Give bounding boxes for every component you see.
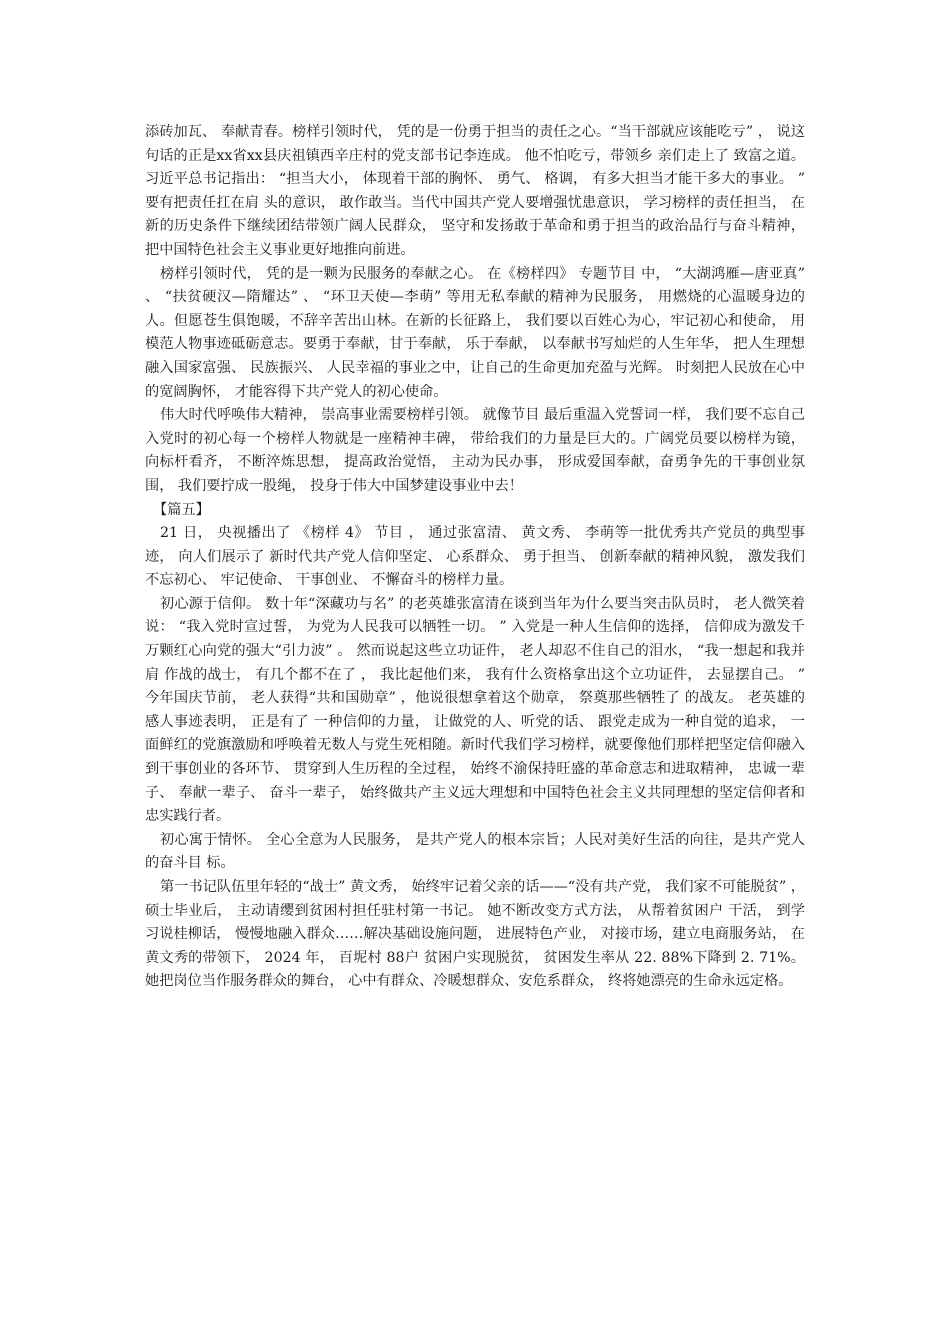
paragraph-p2: 榜样引领时代， 凭的是一颗为民服务的奉献之心。 在《榜样四》 专题节目 中， “大湖鸿雁—唐亚真” 、 “扶贫硬汉—隋耀达” 、 “环卫天使—李萌” 等用无私奉献的精神为民服务， 用燃烧的心温暖身边的人。但愿苍生俱饱暖，不辞辛苦出山林。在新的长征路上， 我们要以百姓心为心，牢记初心和使命， 用模范人物事迹砥砺意志。要勇于奉献，甘于奉献， 乐于奉献， 以奉献书写灿烂的人生年华， 把人生理想融入国家富强、 民族振兴、 人民幸福的事业之中，让自己的生命更加充盈与光辉。 时刻把人民放在心中的宽阔胸怀， 才能容得下共产党人的初心使命。 [145,265,805,400]
paragraph-p6: 初心寓于情怀。 全心全意为人民服务， 是共产党人的根本宗旨；人民对美好生活的向往，是共产党人的奋斗目 标。 [145,831,805,872]
document-body [145,121,805,994]
paragraph-p3: 伟大时代呼唤伟大精神， 崇高事业需要榜样引领。 就像节目 最后重温入党誓词一样， 我们要不忘自己入党时的初心每一个榜样人物就是一座精神丰碑， 带给我们的力量是巨大的。广阔党员要以榜样为镜， 向标杆看齐， 不断淬炼思想， 提高政治觉悟， 主动为民办事， 形成爱国奉献，奋勇争先的干事创业氛围， 我们要拧成一股绳， 投身于伟大中国梦建设事业中去！ [145,407,805,494]
section-heading: 【篇五】 [153,501,210,518]
paragraph-p5: 初心源于信仰。 数十年“深藏功与名” 的老英雄张富清在谈到当年为什么要当突击队员时， 老人微笑着说： “我入党时宣过誓， 为党为人民我可以牺牲一切。 ” 入党是一种人生信仰的选择， 信仰成为激发千万颗红心向党的强大“引力波” 。 然而说起这些立功证件， 老人却忍不住自己的泪水， “我一想起和我并肩 作战的战士， 有几个都不在了 ， 我比起他们来， 我有什么资格拿出这个立功证件， 去显摆自己。 ” 今年国庆节前， 老人获得“共和国勋章” ，他说很想拿着这个勋章， 祭奠那些牺牲了 的战友。 老英雄的感人事迹表明， 正是有了 一种信仰的力量， 让做党的人、听党的话、 跟党走成为一种自觉的追求， 一面鲜红的党旗激励和呼唤着无数人与党生死相随。新时代我们学习榜样，就要像他们那样把坚定信仰融入到干事创业的各环节、 贯穿到人生历程的全过程， 始终不渝保持旺盛的革命意志和进取精神， 忠诚一辈子、 奉献一辈子、 奋斗一辈子， 始终做共产主义远大理想和中国特色社会主义共同理想的坚定信仰者和忠实践行者。 [145,595,805,825]
paragraph-p7: 第一书记队伍里年轻的“战士” 黄文秀， 始终牢记着父亲的话——“没有共产党， 我们家不可能脱贫” ， 硕士毕业后， 主动请缨到贫困村担任驻村第一书记。 她不断改变方式方法， 从帮着贫困户 干活， 到学习说桂柳话， 慢慢地融入群众……解决基础设施问题， 进展特色产业， 对接市场，建立电商服务站， 在黄文秀的带领下， 2024 年， 百坭村 88户 贫困户实现脱贫， 贫困发生率从 22. 88%下降到 2. 71%。她把岗位当作服务群众的舞台， 心中有群众、冷暖想群众、安危系群众， 终将她漂亮的生命永远定格。 [145,879,805,990]
paragraph-p1: 添砖加瓦、 奉献青春。榜样引领时代， 凭的是一份勇于担当的责任之心。“当干部就应该能吃亏” ， 说这句话的正是xx省xx县庆祖镇西辛庄村的党支部书记李连成。 他不怕吃亏，带领乡 亲们走上了 致富之道。 习近平总书记指出： “担当大小， 体现着干部的胸怀、 勇气、 格调， 有多大担当才能干多大的事业。 ” 要有把责任扛在肩 头的意识， 敢作敢当。当代中国共产党人要增强忧患意识， 学习榜样的责任担当， 在新的历史条件下继续团结带领广阔人民群众， 坚守和发扬敢于革命和勇于担当的政治品行与奋斗精神， 把中国特色社会主义事业更好地推向前进。 [145,124,805,258]
paragraph-p4: 21 日， 央视播出了 《榜样 4》 节目 ， 通过张富清、 黄文秀、 李萌等一批优秀共产党员的典型事迹， 向人们展示了 新时代共产党人信仰坚定、 心系群众、 勇于担当、 创新奉献的精神风貌， 激发我们不忘初心、 牢记使命、 干事创业、 不懈奋斗的榜样力量。 [145,525,805,589]
